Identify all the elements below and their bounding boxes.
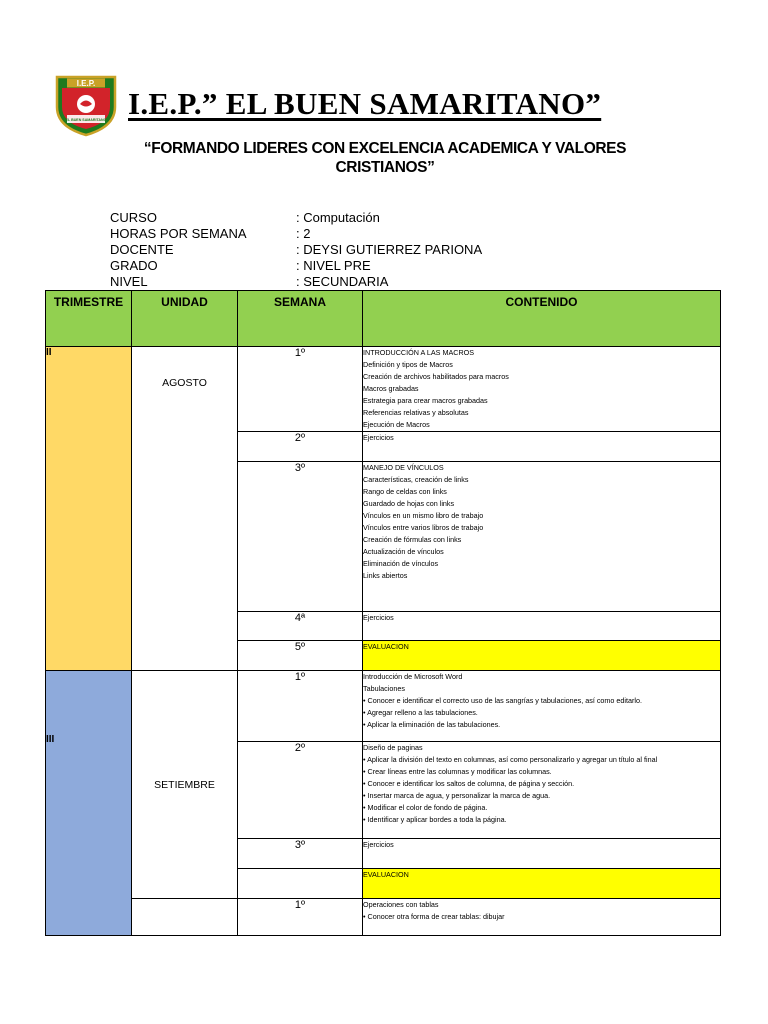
week-cell: 1º xyxy=(238,347,363,432)
content-line: Eliminación de vínculos xyxy=(363,559,439,568)
content-cell xyxy=(363,432,721,462)
week-cell: 2º xyxy=(238,432,363,462)
unit-cell-empty xyxy=(132,899,238,936)
evaluation-cell xyxy=(363,869,721,899)
course-info xyxy=(110,210,482,290)
table-row xyxy=(46,671,721,742)
info-row-docente xyxy=(110,242,482,258)
content-cell xyxy=(363,671,721,742)
school-title: I.E.P.” EL BUEN SAMARITANO” xyxy=(128,86,602,121)
content-line: INTRODUCCIÓN A LAS MACROS xyxy=(363,348,475,357)
content-line: Vínculos entre varios libros de trabajo xyxy=(363,523,484,532)
week-cell: 3º xyxy=(238,839,363,869)
content-line: • Aplicar la división del texto en columnas, así como personalizarlo y agregar un título al final xyxy=(363,755,658,764)
content-line: • Insertar marca de agua, y personalizar la marca de agua. xyxy=(363,791,551,800)
content-cell xyxy=(363,347,721,432)
header-semana: SEMANA xyxy=(238,291,363,347)
content-line: Tabulaciones xyxy=(363,684,405,693)
info-value: : Computación xyxy=(296,210,380,225)
unit-label: SETIEMBRE xyxy=(154,778,215,791)
content-cell xyxy=(363,462,721,612)
trimestre-cell xyxy=(46,671,132,936)
curriculum-table xyxy=(45,290,721,936)
content-line: Ejercicios xyxy=(363,433,394,442)
info-label: NIVEL xyxy=(110,274,148,289)
content-line: Características, creación de links xyxy=(363,475,469,484)
content-line: EVALUACION xyxy=(363,870,409,879)
content-line: Actualización de vínculos xyxy=(363,547,444,556)
content-line: Estrategia para crear macros grabadas xyxy=(363,396,488,405)
content-line: • Agregar relleno a las tabulaciones. xyxy=(363,708,478,717)
week-cell: 4ª xyxy=(238,612,363,641)
content-line: MANEJO DE VÍNCULOS xyxy=(363,463,444,472)
content-line: Referencias relativas y absolutas xyxy=(363,408,469,417)
content-line: Links abiertos xyxy=(363,571,408,580)
motto-line-2: CRISTIANOS” xyxy=(335,159,435,176)
header-unidad: UNIDAD xyxy=(132,291,238,347)
content-line: Ejercicios xyxy=(363,613,394,622)
unit-label: AGOSTO xyxy=(162,377,207,389)
info-label: GRADO xyxy=(110,258,158,273)
content-line: • Crear líneas entre las columnas y modificar las columnas. xyxy=(363,767,552,776)
motto xyxy=(120,139,650,177)
motto-line-1: “FORMANDO LIDERES CON EXCELENCIA ACADEMICA Y VALORES xyxy=(143,140,627,157)
content-line: • Conocer otra forma de crear tablas: dibujar xyxy=(363,912,505,921)
week-cell xyxy=(238,869,363,899)
info-value: : DEYSI GUTIERREZ PARIONA xyxy=(296,242,483,257)
content-line: • Conocer e identificar los saltos de columna, de página y sección. xyxy=(363,779,575,788)
content-line: Introducción de Microsoft Word xyxy=(363,672,463,681)
content-line: Operaciones con tablas xyxy=(363,900,439,909)
evaluation-cell xyxy=(363,641,721,671)
info-row-horas xyxy=(110,226,482,242)
content-line: Diseño de paginas xyxy=(363,743,423,752)
trimestre-cell: II xyxy=(46,347,132,671)
content-line: Creación de archivos habilitados para macros xyxy=(363,372,509,381)
content-line: • Modificar el color de fondo de página. xyxy=(363,803,488,812)
info-label: HORAS POR SEMANA xyxy=(110,226,247,241)
header-trimestre-label: TRIMESTRE xyxy=(53,295,124,309)
week-cell: 3º xyxy=(238,462,363,612)
content-cell xyxy=(363,742,721,839)
content-line: Macros grabadas xyxy=(363,384,419,393)
info-row-nivel xyxy=(110,274,482,290)
school-logo xyxy=(53,73,119,137)
logo-text-bottom: EL BUEN SAMARITANO xyxy=(65,118,107,122)
content-line: • Conocer e identificar el correcto uso de las sangrías y tabulaciones, así como editarlo. xyxy=(363,696,642,705)
content-line: • Identificar y aplicar bordes a toda la página. xyxy=(363,815,507,824)
week-cell: 2º xyxy=(238,742,363,839)
logo-text-top: I.E.P. xyxy=(76,79,96,88)
info-value: : SECUNDARIA xyxy=(296,274,389,289)
content-line: EVALUACION xyxy=(363,642,409,651)
week-cell: 1º xyxy=(238,671,363,742)
info-value: : 2 xyxy=(296,226,311,241)
content-line: Vínculos en un mismo libro de trabajo xyxy=(363,511,484,520)
content-cell xyxy=(363,839,721,869)
header-contenido: CONTENIDO xyxy=(363,291,721,347)
content-line: Guardado de hojas con links xyxy=(363,499,455,508)
content-cell xyxy=(363,899,721,936)
content-line: Ejecución de Macros xyxy=(363,420,430,429)
table-row xyxy=(46,899,721,936)
content-line: Ejercicios xyxy=(363,840,394,849)
info-label: DOCENTE xyxy=(110,242,174,257)
info-label: CURSO xyxy=(110,210,157,225)
unit-cell xyxy=(132,671,238,899)
info-row-curso xyxy=(110,210,482,226)
content-line: Creación de fórmulas con links xyxy=(363,535,462,544)
week-cell: 5º xyxy=(238,641,363,671)
table-row xyxy=(46,347,721,432)
info-row-grado xyxy=(110,258,482,274)
content-cell xyxy=(363,612,721,641)
trimestre-label: III xyxy=(46,734,55,745)
header-trimestre xyxy=(46,291,132,347)
content-line: Definición y tipos de Macros xyxy=(363,360,453,369)
week-cell: 1º xyxy=(238,899,363,936)
unit-cell xyxy=(132,347,238,671)
table-header-row xyxy=(46,291,721,347)
content-line: • Aplicar la eliminación de las tabulaciones. xyxy=(363,720,501,729)
content-line: Rango de celdas con links xyxy=(363,487,447,496)
info-value: : NIVEL PRE xyxy=(296,258,371,273)
